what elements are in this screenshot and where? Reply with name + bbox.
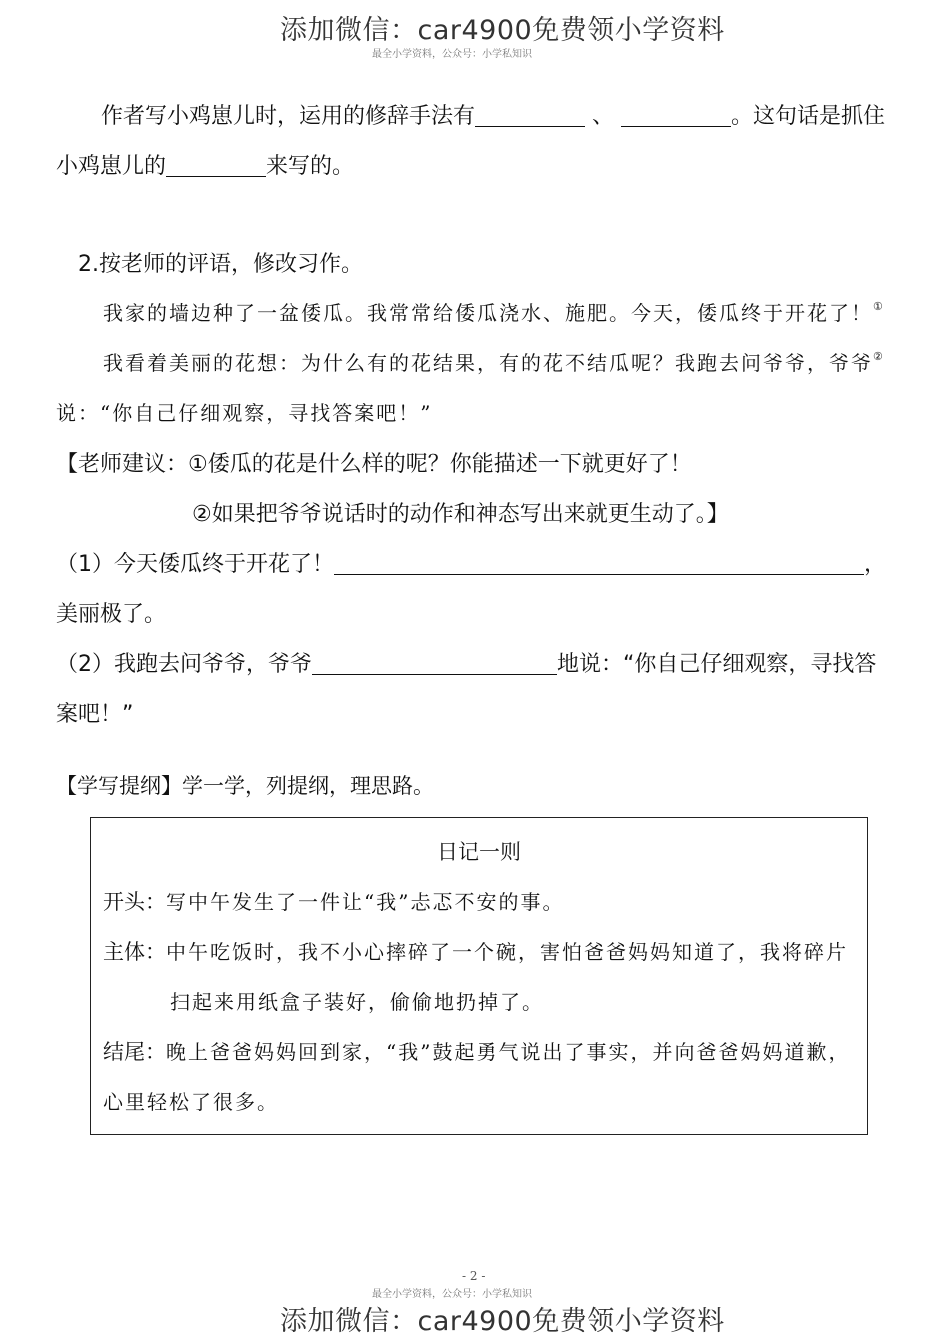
page-number: - 2 - [462,1269,486,1283]
outline-body-text-2: 扫起来用纸盒子装好，偷偷地扔掉了。 [170,990,544,1014]
teacher-suggestion-1: 【老师建议：①倭瓜的花是什么样的呢？你能描述一下就更好了！ [56,452,692,477]
answer-blank-rhetoric-1[interactable] [475,104,585,127]
essay-paragraph-1 [103,297,885,326]
outline-ending-text-2: 心里轻松了很多。 [103,1090,279,1114]
essay-paragraph-2 [103,347,885,376]
answer-blank-rhetoric-2[interactable] [621,104,731,127]
question-2-text: （2）我跑去问爷爷，爷爷 [56,652,312,677]
outline-opening [103,886,564,916]
teacher-suggestion-2: ②如果把爷爷说话时的动作和神态写出来就更生动了。】 [192,502,729,527]
essay-paragraph-2-text: 我看着美丽的花想：为什么有的花结果，有的花不结瓜呢？我跑去问爷爷，爷爷 [103,351,873,375]
header-subtitle: 最全小学资料，公众号：小学私知识 [372,49,532,60]
outline-heading: 【学写提纲】学一学，列提纲，理思路。 [56,774,434,798]
outline-body-text-1: 中午吃饭时，我不小心摔碎了一个碗，害怕爸爸妈妈知道了，我将碎片 [166,940,848,964]
rhetoric-question-text-c: 小鸡崽儿的 [56,154,167,179]
essay-paragraph-1-text: 我家的墙边种了一盆倭瓜。我常常给倭瓜浇水、施肥。今天，倭瓜终于开花了！ [103,301,873,325]
outline-opening-text: 写中午发生了一件让“我”忐忑不安的事。 [166,890,565,914]
outline-ending-label: 结尾： [103,1040,166,1064]
rhetoric-question-text-b: 。这句话是抓住 [731,104,886,129]
header-watermark: 添加微信：car4900免费领小学资料 [280,15,725,46]
footer-subtitle: 最全小学资料，公众号：小学私知识 [372,1289,532,1300]
footer-watermark: 添加微信：car4900免费领小学资料 [280,1306,725,1337]
rhetoric-question-text-a: 作者写小鸡崽儿时，运用的修辞手法有 [101,104,476,129]
outline-ending-text-1: 晚上爸爸妈妈回到家，“我”鼓起勇气说出了事实，并向爸爸妈妈道歉， [166,1040,851,1064]
question-2-text-b: 地说：“你自己仔细观察，寻找答 [557,652,877,677]
answer-blank-q2[interactable] [312,652,557,675]
outline-box-title: 日记一则 [437,840,521,864]
question-1-continuation: 美丽极了。 [56,602,167,627]
outline-ending [103,1036,850,1066]
answer-blank-q1[interactable] [334,552,864,575]
outline-opening-label: 开头： [103,890,166,914]
question-1-line [56,547,886,578]
separator: 、 [592,104,615,129]
revision-mark-1: ① [873,300,885,313]
essay-paragraph-3: 说：“你自己仔细观察，寻找答案吧！” [56,401,433,425]
rhetoric-question-line2 [56,149,354,180]
question-1-text: （1）今天倭瓜终于开花了！ [56,552,334,577]
question-1-comma: ， [864,552,887,577]
question-2-line [56,647,876,678]
revision-task-title: 2.按老师的评语，修改习作。 [78,252,363,277]
rhetoric-question-text-d: 来写的。 [266,154,355,179]
outline-body [103,936,848,966]
outline-body-label: 主体： [103,940,166,964]
revision-mark-2: ② [873,350,885,363]
answer-blank-feature[interactable] [166,154,266,177]
question-2-continuation: 案吧！” [56,702,134,727]
rhetoric-question-line1 [101,99,885,130]
